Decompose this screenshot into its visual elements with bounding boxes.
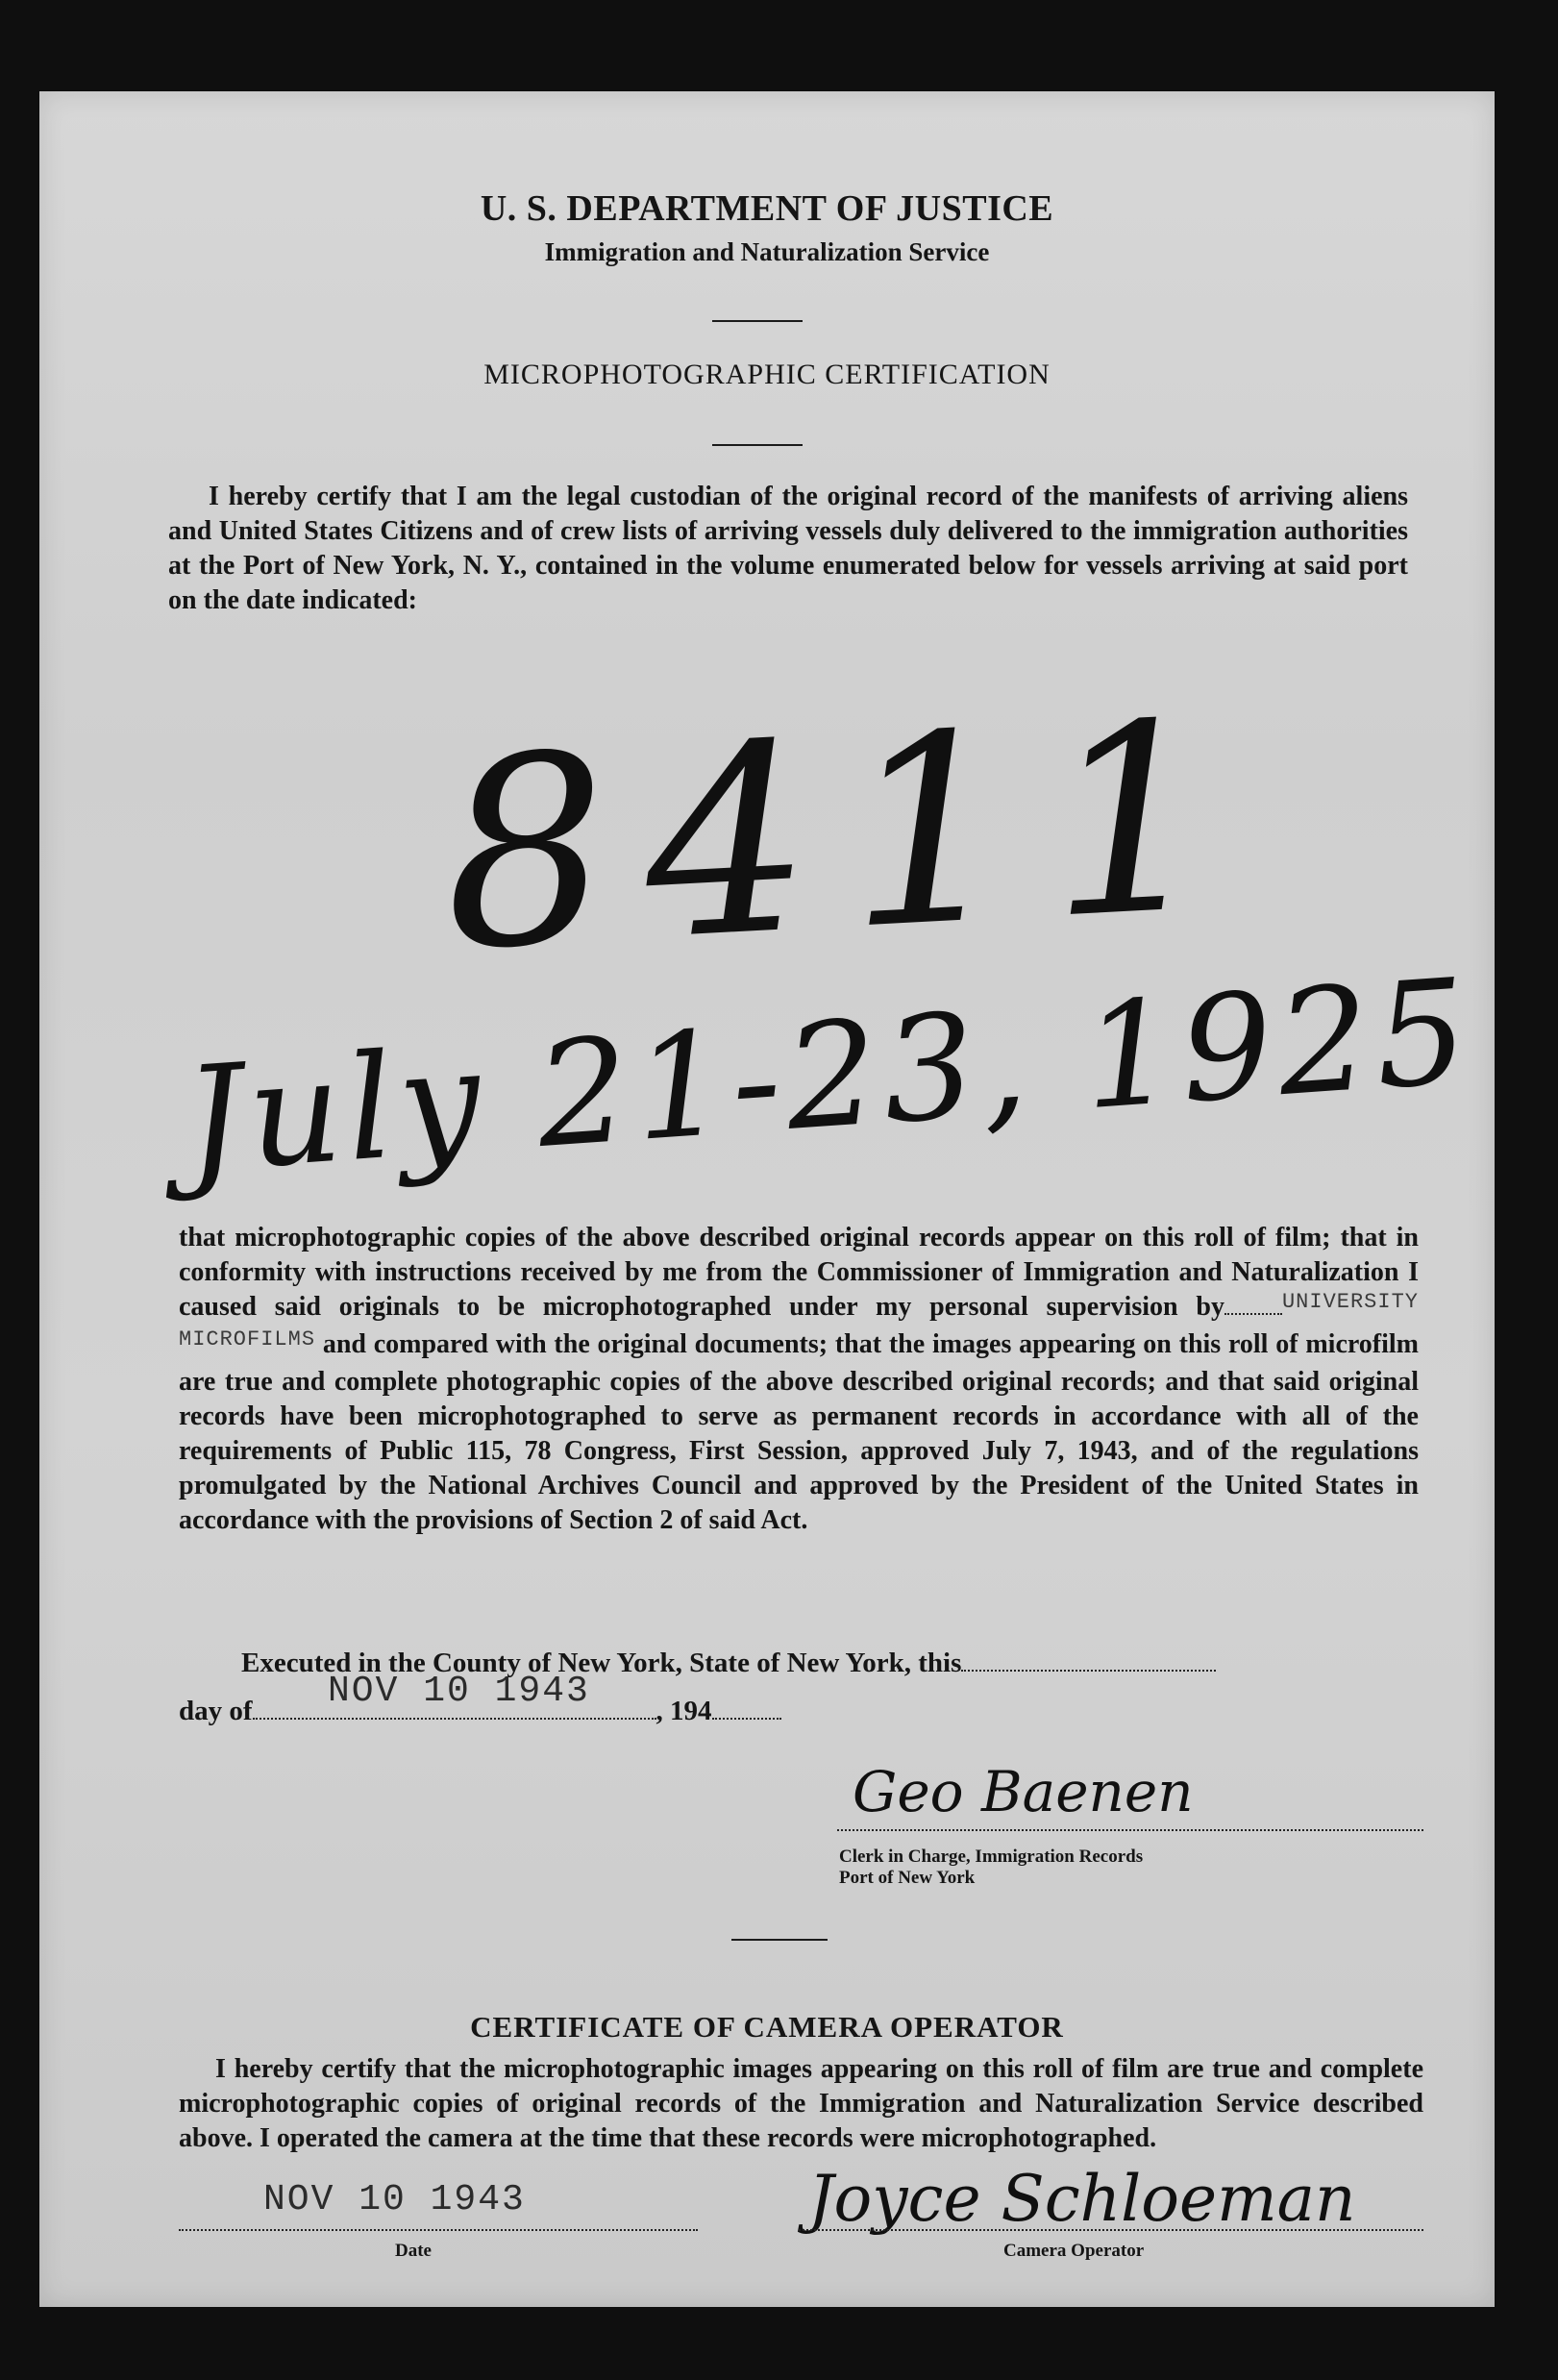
- certification-title: MICROPHOTOGRAPHIC CERTIFICATION: [483, 359, 1051, 390]
- year-prefix: , 194: [655, 1696, 712, 1726]
- clerk-title: Clerk in Charge, Immigration Records: [839, 1847, 1144, 1867]
- certificate-page: [39, 91, 1495, 2307]
- dotted-fill: [712, 1695, 781, 1720]
- camera-certificate-paragraph: I hereby certify that the microphotographic images appearing on this roll of film are true and complete microphotographic copies of original records of the Immigration and Naturalization Service described above. I operated the camera at the time that these records were microphotographed.: [179, 2054, 1423, 2153]
- executed-text: Executed in the County of New York, State of New York, this: [241, 1648, 962, 1678]
- dotted-fill: [961, 1647, 1216, 1672]
- day-of-label: day of: [179, 1696, 253, 1726]
- clerk-port: Port of New York: [839, 1868, 976, 1888]
- camera-operator-label: Camera Operator: [1003, 2241, 1145, 2261]
- camera-operator-signature: Joyce Schloeman: [808, 2162, 1356, 2236]
- intro-paragraph: I hereby certify that I am the legal custodian of the original record of the manifests of arriving aliens and United States Citizens and of crew lists of arriving vessels duly delivered to the immigration authorities at the Port of New York, N. Y., contained in the volume enumerated below for vessels arriving at said port on the date indicated:: [168, 482, 1408, 615]
- microfilm-company-stamp: UNIVERSITY MICROFILMS: [179, 1290, 1419, 1351]
- divider: [712, 320, 803, 322]
- service-subtitle: Immigration and Naturalization Service: [544, 237, 990, 266]
- camera-certificate-title: CERTIFICATE OF CAMERA OPERATOR: [470, 2010, 1064, 2044]
- divider: [712, 444, 803, 446]
- body-text-part-1: that microphotographic copies of the above described original records appear on this roll of film; that in conformity with instructions received by me from the Commissioner of Immigration and Naturalization I caused said originals to be microphotographed under my personal supervision by: [179, 1223, 1419, 1322]
- divider: [731, 1939, 828, 1941]
- body-text-part-2: and compared with the original documents; that the images appearing on this roll of microfilm are true and complete photographic copies of the above described original records; and that said original records have been microphotographed to serve as permanent records in accordance with all of the requirements of Public 115, 78 Congress, First Session, approved July 7, 1943, and of the regulations promulgated by the National Archives Council and approved by the President of the United States in accordance with the provisions of Section 2 of said Act.: [179, 1329, 1420, 1535]
- body-paragraph: [179, 1221, 1419, 1538]
- dotted-fill: [1224, 1292, 1282, 1315]
- clerk-caption: [839, 1847, 1143, 1889]
- signature-line: [837, 1829, 1423, 1831]
- operator-signature-line: [799, 2229, 1423, 2231]
- handwritten-volume-number: 8411: [435, 663, 1257, 1008]
- date-label: Date: [395, 2241, 432, 2261]
- agency-title: U. S. DEPARTMENT OF JUSTICE: [480, 188, 1054, 229]
- camera-date-stamp: NOV 10 1943: [263, 2179, 526, 2220]
- date-signature-line: [179, 2229, 698, 2231]
- handwritten-date-range: July 21-23, 1925: [179, 948, 1479, 1205]
- date-stamp: NOV 10 1943: [328, 1671, 590, 1712]
- clerk-signature: Geo Baenen: [853, 1759, 1194, 1824]
